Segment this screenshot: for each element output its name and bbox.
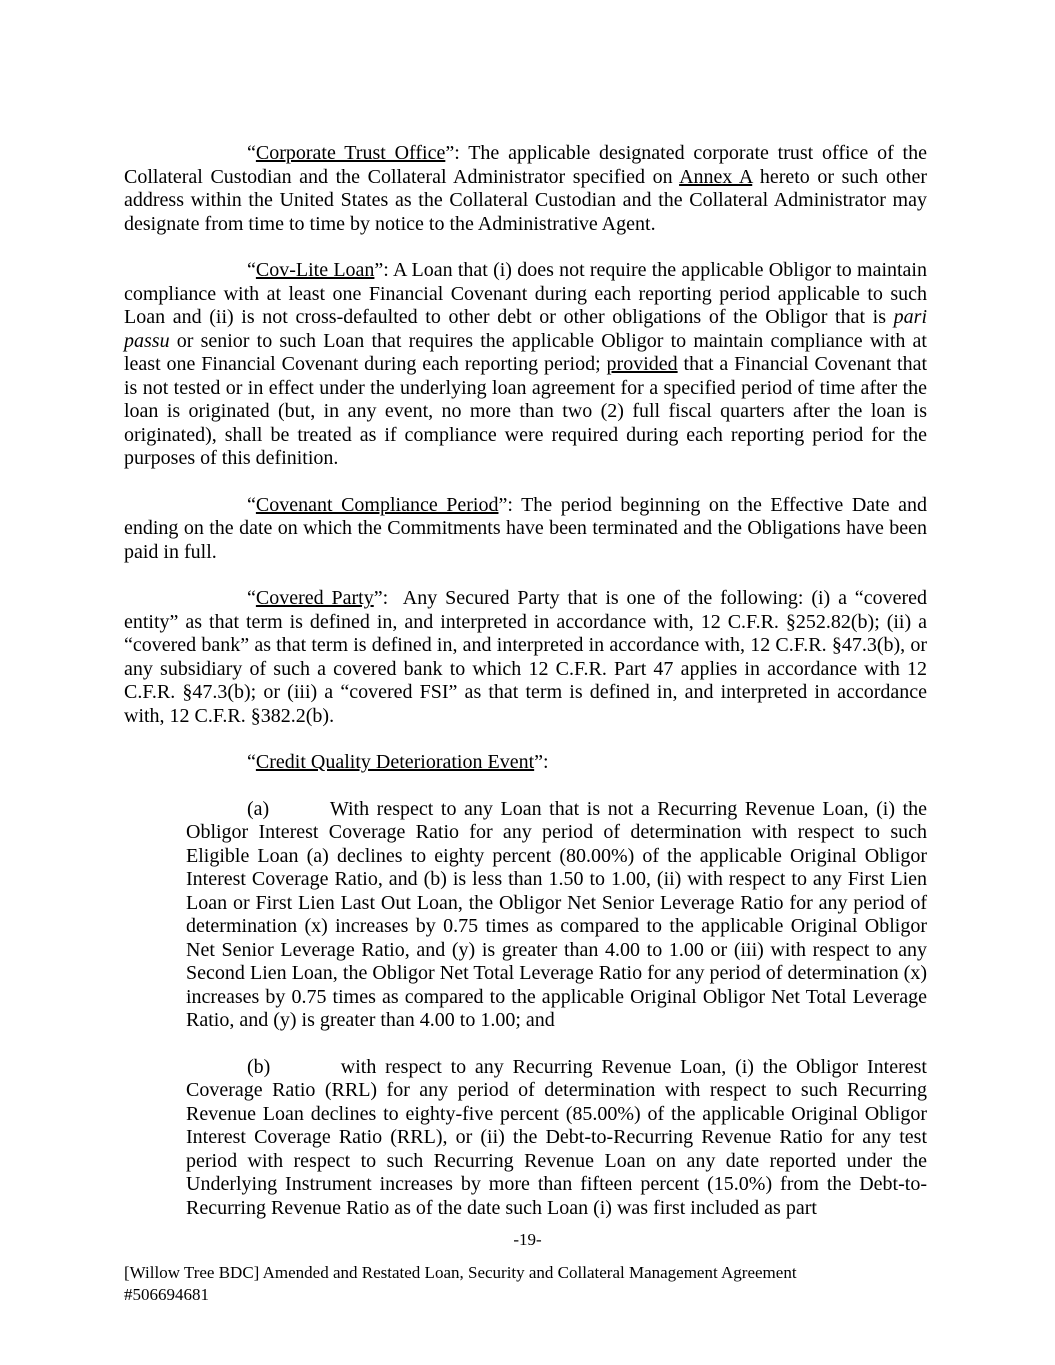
para-credit-quality-deterioration-event: “Credit Quality Deterioration Event”:	[247, 751, 549, 773]
footer-document-id: #506694681	[124, 1285, 209, 1304]
para-corporate-trust-office: “Corporate Trust Office”: The applicable designated corporate trust office of the Collateral Custodian and the Collateral Administrator specified on Annex A hereto or such other address within the United States as the Collateral Custodian and the Collateral Administrator may designate from time to time by notice to the Administrative Agent.	[124, 142, 927, 235]
document-body	[124, 142, 927, 1243]
para-covered-party: “Covered Party”: Any Secured Party that is one of the following: (i) a “covered entity” as that term is defined in, and interpreted in accordance with, 12 C.F.R. §252.82(b); (ii) a “covered bank” as that term is defined in, and interpreted in accordance with, 12 C.F.R. §47.3(b), or any subsidiary of such a covered bank to which 12 C.F.R. Part 47 applies in accordance with 12 C.F.R. §47.3(b); or (iii) a “covered FSI” as that term is defined in, and interpreted in accordance with, 12 C.F.R. §382.2(b).	[124, 587, 927, 727]
footer-title-line: [Willow Tree BDC] Amended and Restated Loan, Security and Collateral Management Agreement	[124, 1263, 797, 1282]
para-cqde-clause-b: (b) with respect to any Recurring Revenue Loan, (i) the Obligor Interest Coverage Ratio (RRL) for any period of determination with respect to such Recurring Revenue Loan declines to eighty-five percent (85.00%) of the applicable Original Obligor Interest Coverage Ratio (RRL), or (ii) the Debt-to-Recurring Revenue Ratio for any test period with respect to such Recurring Revenue Loan on any date reported under the Underlying Instrument increases by more than fifteen percent (15.0%) from the Debt-to-Recurring Revenue Ratio as of the date such Loan (i) was first included as part	[186, 1055, 927, 1219]
para-covenant-compliance-period: “Covenant Compliance Period”: The period beginning on the Effective Date and ending on the date on which the Commitments have been terminated and the Obligations have been paid in full.	[124, 493, 928, 563]
para-cqde-clause-a: (a) With respect to any Loan that is not a Recurring Revenue Loan, (i) the Obligor Interest Coverage Ratio for any period of determination with respect to such Eligible Loan (a) declines to eighty percent (80.00%) of the applicable Original Obligor Interest Coverage Ratio, and (b) is less than 1.50 to 1.00, (ii) with respect to any First Lien Loan or First Lien Last Out Loan, the Obligor Net Senior Leverage Ratio for any period of determination (x) increases by 0.75 times as compared to the applicable Original Obligor Net Senior Leverage Ratio, and (y) is greater than 4.00 to 1.00 or (iii) with respect to any Second Lien Loan, the Obligor Net Total Leverage Ratio for any period of determination (x) increases by 0.75 times as compared to the applicable Original Obligor Net Total Leverage Ratio, and (y) is greater than 4.00 to 1.00; and	[186, 797, 927, 1031]
para-cov-lite-loan: “Cov-Lite Loan”: A Loan that (i) does not require the applicable Obligor to maintain compliance with at least one Financial Covenant during each reporting period applicable to such Loan and (ii) is not cross-defaulted to other debt or other obligations of the Obligor that is pari passu or senior to such Loan that requires the applicable Obligor to maintain compliance with at least one Financial Covenant during each reporting period; provided that a Financial Covenant that is not tested or in effect under the underlying loan agreement for a specified period of time after the loan is originated (but, in any event, no more than two (2) full fiscal quarters after the loan is originated), shall be treated as if compliance were required during each reporting period for the purposes of this definition.	[124, 259, 927, 469]
page-number: -19-	[513, 1230, 542, 1249]
document-footer	[124, 1262, 934, 1306]
